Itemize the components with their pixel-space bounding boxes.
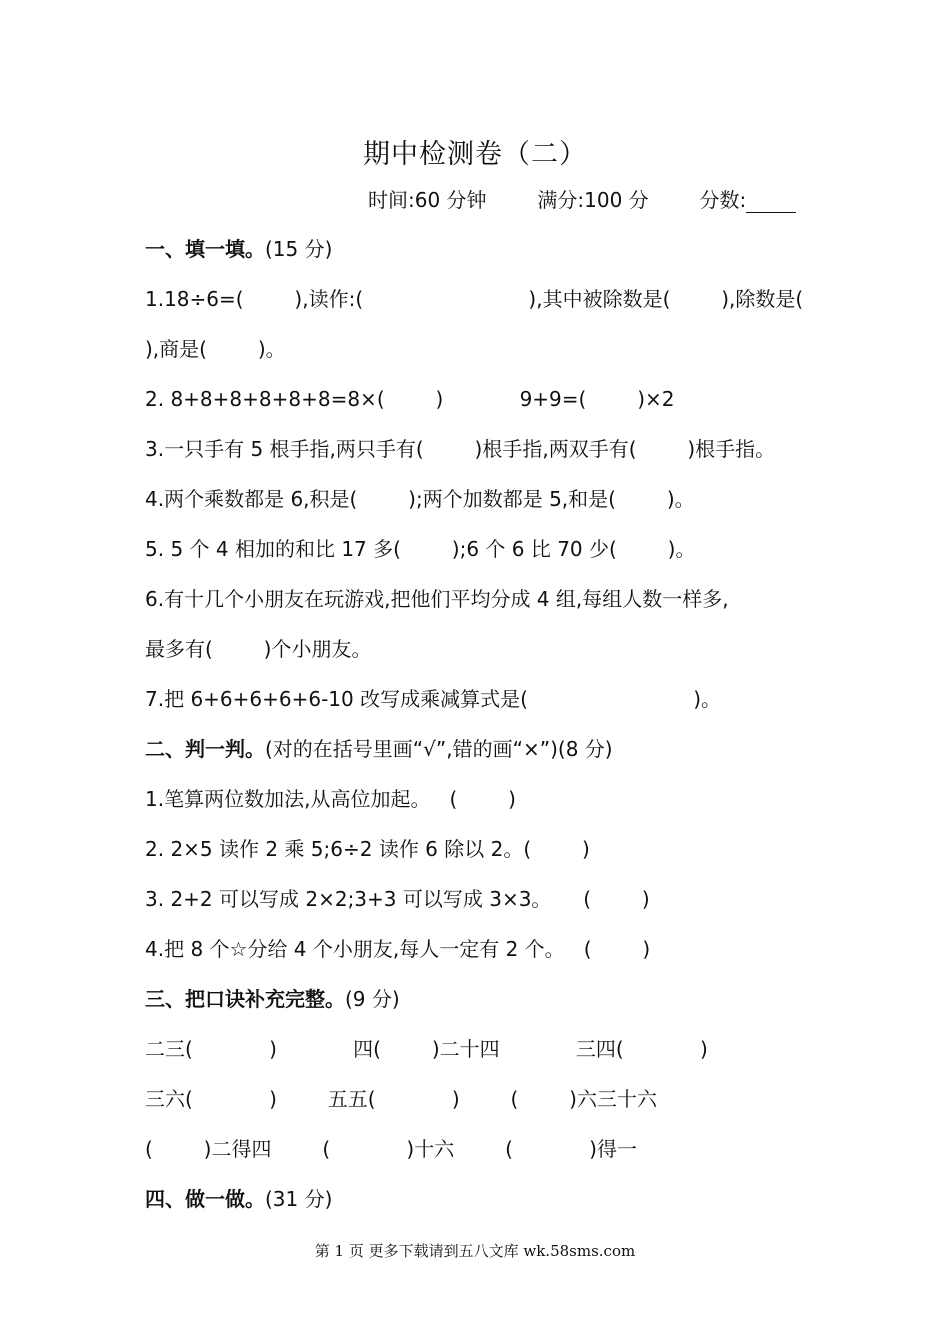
section-3-points: (9 分) xyxy=(345,987,400,1011)
question-1-6-line-b: 最多有( )个小朋友。 xyxy=(145,637,372,661)
question-1-1-line-b: ),商是( )。 xyxy=(145,337,286,361)
section-2-title: 二、判一判。 xyxy=(145,737,265,761)
section-1-heading xyxy=(145,236,332,262)
time-label: 时间:60 分钟 xyxy=(368,188,487,212)
section-4-title: 四、做一做。 xyxy=(145,1187,265,1211)
full-score-label: 满分:100 分 xyxy=(537,188,649,212)
question-1-1-line-a: 1.18÷6=( ),读作:( ),其中被除数是( ),除数是( xyxy=(145,287,804,311)
question-1-3: 3.一只手有 5 根手指,两只手有( )根手指,两双手有( )根手指。 xyxy=(145,437,776,461)
section-3-title: 三、把口诀补充完整。 xyxy=(145,987,345,1011)
question-2-4: 4.把 8 个☆分给 4 个小朋友,每人一定有 2 个。 ( ) xyxy=(145,937,651,961)
exam-meta xyxy=(368,184,796,213)
rhyme-row-3: ( )二得四 ( )十六 ( )得一 xyxy=(145,1137,637,1161)
question-2-1: 1.笔算两位数加法,从高位加起。 ( ) xyxy=(145,787,516,811)
question-1-5: 5. 5 个 4 相加的和比 17 多( );6 个 6 比 70 少( )。 xyxy=(145,537,696,561)
rhyme-row-2: 三六( ) 五五( ) ( )六三十六 xyxy=(145,1087,657,1111)
question-1-7: 7.把 6+6+6+6+6-10 改写成乘减算式是( )。 xyxy=(145,687,722,711)
section-3-heading xyxy=(145,986,400,1012)
question-1-2: 2. 8+8+8+8+8+8=8×( ) 9+9=( )×2 xyxy=(145,387,675,411)
section-2-heading xyxy=(145,736,613,762)
rhyme-row-1: 二三( ) 四( )二十四 三四( ) xyxy=(145,1037,708,1061)
section-2-points: (对的在括号里画“√”,错的画“×”)(8 分) xyxy=(265,737,613,761)
question-1-4: 4.两个乘数都是 6,积是( );两个加数都是 5,和是( )。 xyxy=(145,487,695,511)
section-1-points: (15 分) xyxy=(265,237,333,261)
section-4-points: (31 分) xyxy=(265,1187,333,1211)
page-footer: 第 1 页 更多下载请到五八文库 wk.58sms.com xyxy=(314,1242,636,1260)
section-1-title: 一、填一填。 xyxy=(145,237,265,261)
question-2-3: 3. 2+2 可以写成 2×2;3+3 可以写成 3×3。 ( ) xyxy=(145,887,650,911)
question-2-2: 2. 2×5 读作 2 乘 5;6÷2 读作 6 除以 2。( ) xyxy=(145,837,590,861)
score-label: 分数: xyxy=(699,188,747,212)
section-4-heading xyxy=(145,1186,332,1212)
score-blank[interactable] xyxy=(746,192,796,213)
question-1-6-line-a: 6.有十几个小朋友在玩游戏,把他们平均分成 4 组,每组人数一样多, xyxy=(145,587,729,611)
page-title: 期中检测卷（二） xyxy=(363,139,587,170)
